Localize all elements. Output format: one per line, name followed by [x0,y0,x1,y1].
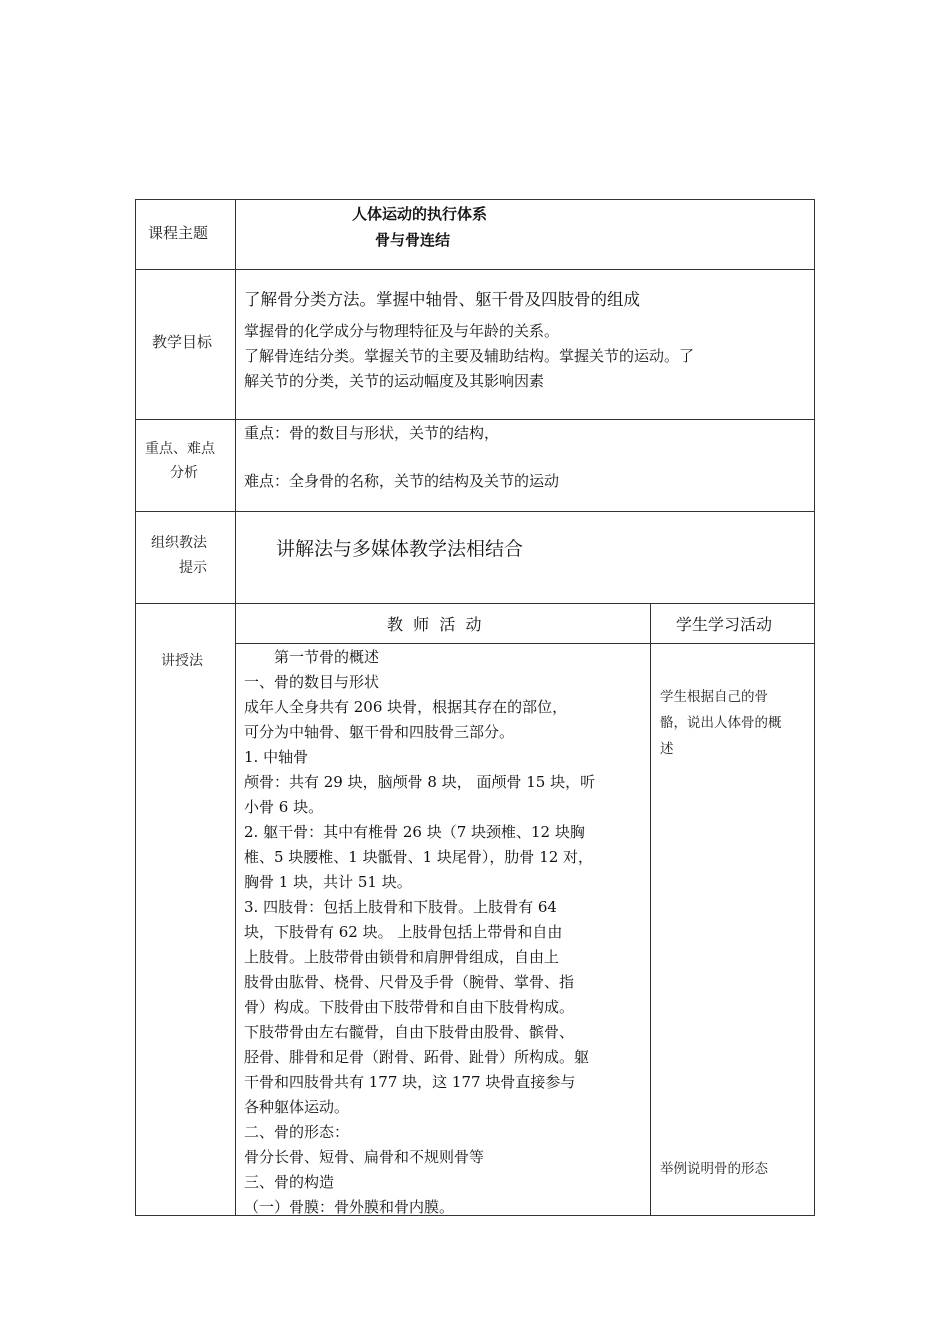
label-analysis: 分析 [170,465,198,481]
teacher-line: 椎、5 块腰椎、1 块骶骨、1 块尾骨），肋骨 12 对， [244,848,594,866]
teacher-line: 颅骨：共有 29 块，脑颅骨 8 块， 面颅骨 15 块，听 [244,773,596,791]
column-divider [235,200,236,1215]
goal-line: 掌握骨的化学成分与物理特征及与年龄的关系。 [244,322,560,340]
student-line: 述 [660,741,674,757]
teacher-line: 块，下肢骨有 62 块。 上肢骨包括上带骨和自由 [244,923,563,941]
teacher-line: （一）骨膜：骨外膜和骨内膜。 [244,1198,455,1216]
row-divider [136,269,814,270]
teacher-line: 一、骨的数目与形状 [244,673,380,691]
teacher-line: 胸骨 1 块，共计 51 块。 [244,873,412,891]
row-divider [235,643,814,644]
teacher-line: 三、骨的构造 [244,1173,335,1191]
teacher-line: 胫骨、腓骨和足骨（跗骨、跖骨、趾骨）所构成。躯 [244,1048,590,1066]
row-divider [136,511,814,512]
teacher-line: 成年人全身共有 206 块骨，根据其存在的部位， [244,698,568,716]
student-line: 学生根据自己的骨 [660,689,768,705]
course-title-line2: 骨与骨连结 [375,231,451,249]
difficulty-text: 难点：全身骨的名称，关节的结构及关节的运动 [244,472,560,490]
teacher-line: 各种躯体运动。 [244,1098,350,1116]
teacher-line: 下肢带骨由左右髋骨，自由下肢骨由股骨、髌骨、 [244,1023,575,1041]
goal-line: 了解骨连结分类。掌握关节的主要及辅助结构。掌握关节的运动。了 [244,347,695,365]
goal-line: 解关节的分类，关节的运动幅度及其影响因素 [244,372,545,390]
key-point-text: 重点：骨的数目与形状，关节的结构， [244,424,500,442]
row-divider [136,603,814,604]
teacher-line: 上肢骨。上肢带骨由锁骨和肩胛骨组成，自由上 [244,948,560,966]
teacher-line: 1. 中轴骨 [244,748,309,766]
course-title-line1: 人体运动的执行体系 [352,205,488,223]
label-teaching-goals: 教学目标 [152,333,213,351]
teacher-line: 小骨 6 块。 [244,798,324,816]
label-lecture-method: 讲授法 [161,653,203,669]
teacher-activity-content [244,645,595,1220]
teacher-line: 骨）构成。下肢骨由下肢带骨和自由下肢骨构成。 [244,998,575,1016]
teacher-line: 干骨和四肢骨共有 177 块，这 177 块骨直接参与 [244,1073,576,1091]
label-organization-method: 组织教法 [151,535,207,551]
teacher-line: 肢骨由肱骨、桡骨、尺骨及手骨（腕骨、掌骨、指 [244,973,575,991]
row-divider [136,419,814,420]
student-activity-content [660,684,782,762]
student-line: 骼，说出人体骨的概 [660,715,782,731]
header-teacher-activity: 教 师 活 动 [387,615,482,634]
teacher-line: 第一节骨的概述 [244,648,380,666]
label-hint: 提示 [179,560,207,576]
teacher-line: 可分为中轴骨、躯干骨和四肢骨三部分。 [244,723,515,741]
teacher-line: 3. 四肢骨：包括上肢骨和下肢骨。上肢骨有 64 [244,898,557,916]
label-key-difficulty: 重点、难点 [145,441,215,457]
method-text: 讲解法与多媒体教学法相结合 [276,538,524,560]
column-divider [650,603,651,1215]
teacher-line: 二、骨的形态： [244,1123,350,1141]
goals-headline: 了解骨分类方法。掌握中轴骨、躯干骨及四肢骨的组成 [244,290,640,309]
student-activity-shape: 举例说明骨的形态 [660,1161,768,1177]
teacher-line: 2. 躯干骨：其中有椎骨 26 块（7 块颈椎、12 块胸 [244,823,585,841]
label-course-theme: 课程主题 [148,224,209,242]
header-student-activity: 学生学习活动 [676,615,773,634]
teacher-line: 骨分长骨、短骨、扁骨和不规则骨等 [244,1148,485,1166]
